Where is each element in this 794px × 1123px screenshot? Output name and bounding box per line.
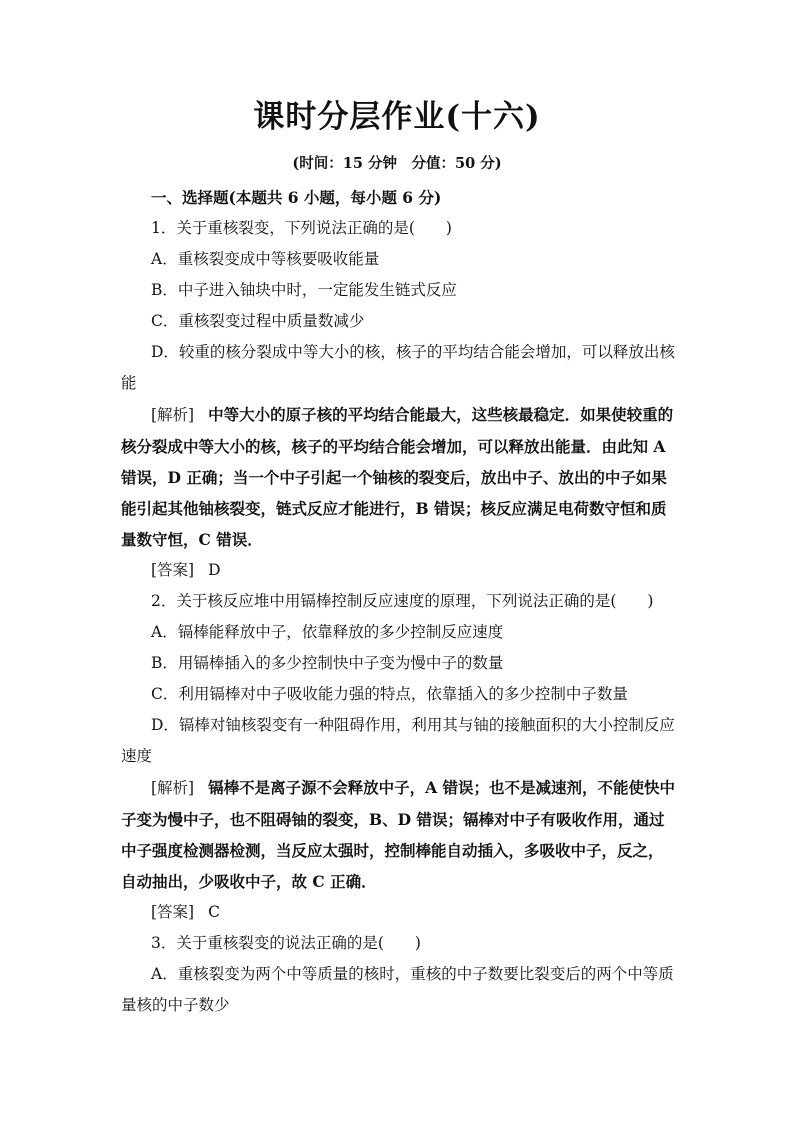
q1-option-b: B．中子进入铀块中时，一定能发生链式反应 <box>151 281 457 299</box>
q2-option-c: C．利用镉棒对中子吸收能力强的特点，依靠插入的多少控制中子数量 <box>151 685 628 703</box>
q1-option-d: D．较重的核分裂成中等大小的核，核子的平均结合能会增加，可以释放出核能 <box>121 343 675 392</box>
q2-option-a: A．镉棒能释放中子，依靠释放的多少控制反应速度 <box>151 623 504 641</box>
q2-answer-value: C <box>208 903 220 921</box>
q1-stem: 1．关于重核裂变，下列说法正确的是( ) <box>151 219 452 237</box>
answer-tag: [答案] <box>151 903 195 921</box>
q2-analysis <box>121 772 677 897</box>
q1-analysis <box>121 399 677 555</box>
analysis-tag: [解析] <box>151 406 195 424</box>
q2-analysis-text: 镉棒不是离子源不会释放中子，A 错误；也不是减速剂，不能使快中子变为慢中子，也不阻碍铀的裂变，B、D 错误；镉棒对中子有吸收作用，通过中子强度检测器检测，当反应太强时，控制棒能自动插入，多吸收中子，反之，自动抽出，少吸收中子，故 C 正确． <box>121 778 676 891</box>
q1-option-a: A．重核裂变成中等核要吸收能量 <box>151 250 380 268</box>
q3-option-a: A．重核裂变为两个中等质量的核时，重核的中子数要比裂变后的两个中等质量核的中子数少 <box>121 965 674 1014</box>
answer-tag: [答案] <box>151 561 195 579</box>
q2-stem: 2．关于核反应堆中用镉棒控制反应速度的原理，下列说法正确的是( ) <box>151 592 654 610</box>
q2-option-d: D．镉棒对铀核裂变有一种阻碍作用，利用其与铀的接触面积的大小控制反应速度 <box>121 716 675 765</box>
section-heading: 一、选择题(本题共 6 小题，每小题 6 分) <box>151 188 442 207</box>
content-body <box>121 182 677 1021</box>
page-title: 课时分层作业(十六) <box>253 99 541 135</box>
time-score-info: (时间：15 分钟 分值：50 分) <box>292 155 502 172</box>
q3-stem: 3．关于重核裂变的说法正确的是( ) <box>151 934 421 952</box>
analysis-tag: [解析] <box>151 779 195 797</box>
q2-answer <box>121 897 677 928</box>
q1-analysis-text: 中等大小的原子核的平均结合能最大，这些核最稳定．如果使较重的核分裂成中等大小的核，核子的平均结合能会增加，可以释放出能量．由此知 A 错误，D 正确；当一个中子引起一个铀核的裂变后，放出中子、放出的中子如果能引起其他铀核裂变，链式反应才能进行，B 错误；核反应满足电荷数守恒和质量数守恒，C 错误． <box>121 405 674 549</box>
q1-answer-value: D <box>208 561 221 579</box>
q2-option-b: B．用镉棒插入的多少控制快中子变为慢中子的数量 <box>151 654 504 672</box>
q1-answer <box>121 555 677 586</box>
q1-option-c: C．重核裂变过程中质量数减少 <box>151 312 365 330</box>
